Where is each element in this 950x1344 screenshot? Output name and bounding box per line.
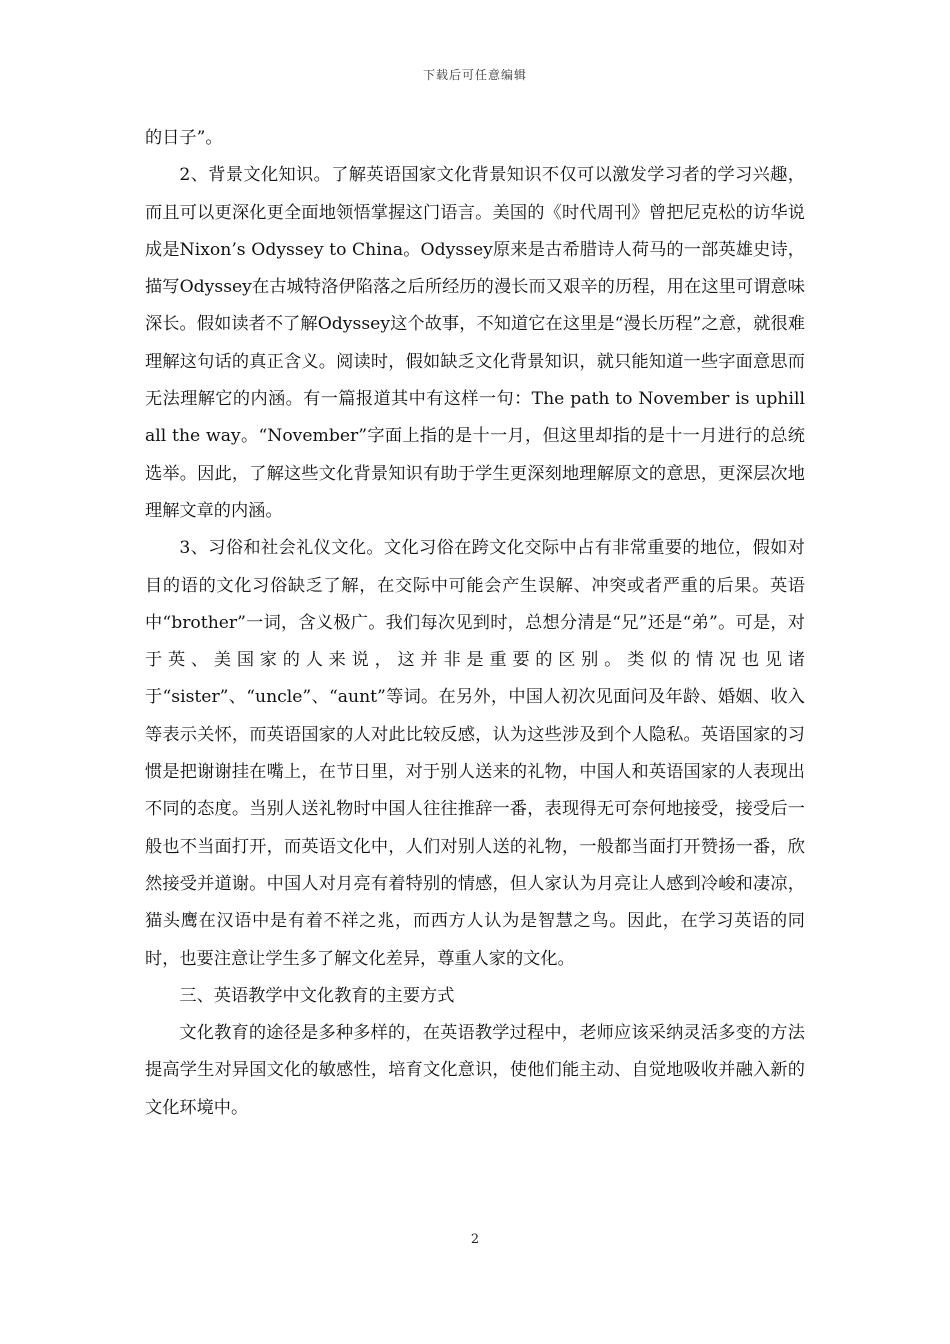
paragraph-teaching-methods: 文化教育的途径是多种多样的，在英语教学过程中，老师应该采纳灵活多变的方法提高学生对异国文化的敏感性，培育文化意识，使他们能主动、自觉地吸收并融入新的文化环境中。 — [145, 1023, 805, 1118]
paragraph-customs-etiquette: 3、习俗和社会礼仪文化。文化习俗在跨文化交际中占有非常重要的地位，假如对目的语的文化习俗缺乏了解，在交际中可能会产生误解、冲突或者严重的后果。英语中“brother”一词，含义极广。我们每次见到时，总想分清是“兄”还是“弟”。可是，对于英、美国家的人来说，这并非是重要的区别。类似的情况也见诸于“sister”、“uncle”、“aunt”等词。在另外，中国人初次见面问及年龄、婚姻、收入等表示关怀，而英语国家的人对此比较反感，认为这些涉及到个人隐私。英语国家的习惯是把谢谢挂在嘴上，在节日里，对于别人送来的礼物，中国人和英语国家的人表现出不同的态度。当别人送礼物时中国人往往推辞一番，表现得无可奈何地接受，接受后一般也不当面打开，而英语文化中，人们对别人送的礼物，一般都当面打开赞扬一番，欣然接受并道谢。中国人对月亮有着特别的情感，但人家认为月亮让人感到冷峻和凄凉，猫头鹰在汉语中是有着不祥之兆，而西方人认为是智慧之鸟。因此，在学习英语的同时，也要注意让学生多了解文化差异，尊重人家的文化。 — [145, 538, 805, 969]
page-header: 下载后可任意编辑 — [422, 68, 527, 82]
section-heading: 三、英语教学中文化教育的主要方式 — [179, 985, 455, 1006]
paragraph-continuation: 的日子”。 — [145, 128, 223, 148]
page-number: 2 — [470, 1232, 480, 1247]
paragraph-cultural-background: 2、背景文化知识。了解英语国家文化背景知识不仅可以激发学习者的学习兴趣，而且可以更深化更全面地领悟掌握这门语言。美国的《时代周刊》曾把尼克松的访华说成是Nixon’s Odyssey to China。Odyssey原来是古希腊诗人荷马的一部英雄史诗，描写Odyssey在古城特洛伊陷落之后所经历的漫长而又艰辛的历程，用在这里可谓意味深长。假如读者不了解Odyssey这个故事，不知道它在这里是“漫长历程”之意，就很难理解这句话的真正含义。阅读时，假如缺乏文化背景知识，就只能知道一些字面意思而无法理解它的内涵。有一篇报道其中有这样一句：The path to November is uphill all the way。“November”字面上指的是十一月，但这里却指的是十一月进行的总统选举。因此，了解这些文化背景知识有助于学生更深刻地理解原文的意思，更深层次地理解文章的内涵。 — [145, 165, 805, 521]
document-body — [145, 120, 805, 1127]
